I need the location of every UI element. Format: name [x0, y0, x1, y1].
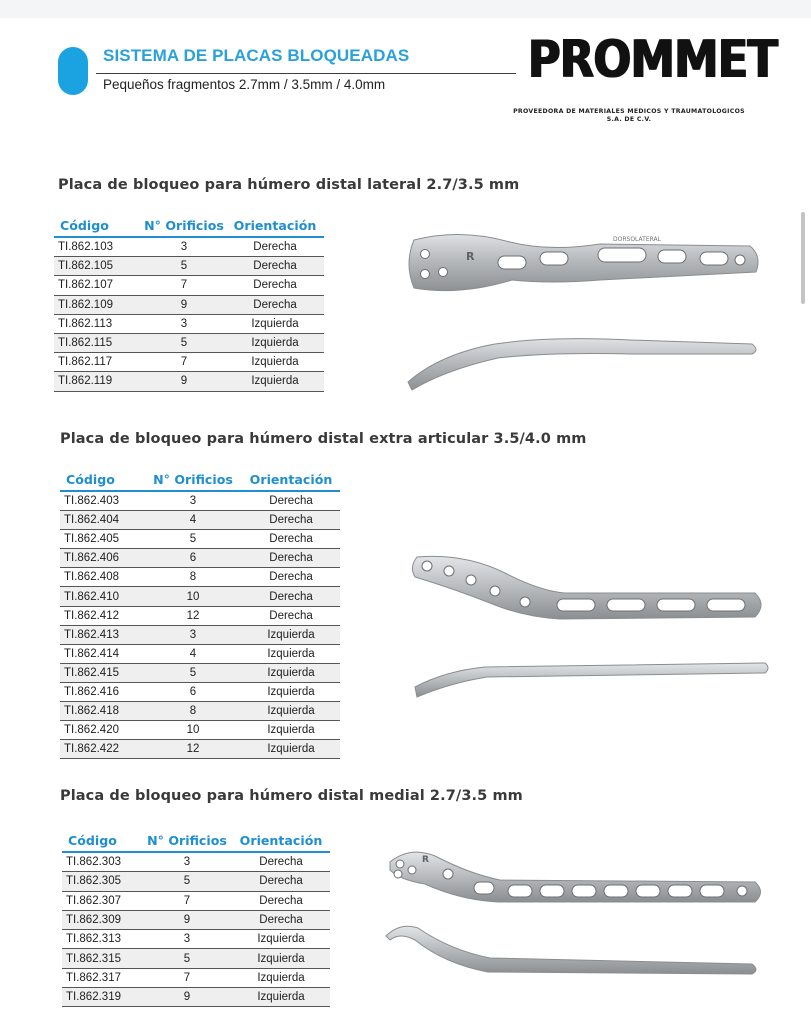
table-row: [60, 625, 340, 644]
table-row: [60, 740, 340, 759]
plate-engraving-side: R: [422, 855, 429, 865]
cell-code: TI.862.319: [62, 988, 142, 1007]
header-pill-icon: [58, 47, 88, 95]
cell-code: TI.862.418: [60, 702, 144, 721]
table-row: [60, 663, 340, 682]
page-title: SISTEMA DE PLACAS BLOQUEADAS: [103, 46, 410, 65]
cell-code: TI.862.315: [62, 949, 142, 968]
cell-orientation: Derecha: [242, 491, 340, 511]
cell-holes: 8: [144, 568, 242, 587]
cell-code: TI.862.416: [60, 682, 144, 701]
cell-orientation: Derecha: [226, 237, 324, 257]
column-header-code: Código: [54, 214, 142, 237]
cell-holes: 4: [144, 511, 242, 530]
cell-holes: 7: [142, 276, 226, 295]
cell-orientation: Izquierda: [226, 353, 324, 372]
cell-code: TI.862.107: [54, 276, 142, 295]
cell-orientation: Izquierda: [242, 682, 340, 701]
cell-orientation: Izquierda: [232, 988, 330, 1007]
table-row: [54, 333, 324, 352]
cell-holes: 8: [144, 702, 242, 721]
table-row: [62, 910, 330, 929]
extra-articular-plate-image: [405, 545, 775, 705]
cell-holes: 9: [142, 295, 226, 314]
table-row: [60, 587, 340, 606]
section-title-medial: Placa de bloqueo para húmero distal medial 2.7/3.5 mm: [60, 788, 523, 804]
table-row: [54, 295, 324, 314]
cell-orientation: Derecha: [242, 568, 340, 587]
table-row: [60, 644, 340, 663]
cell-orientation: Izquierda: [226, 314, 324, 333]
cell-code: TI.862.422: [60, 740, 144, 759]
cell-code: TI.862.115: [54, 333, 142, 352]
cell-orientation: Derecha: [232, 852, 330, 872]
cell-orientation: Izquierda: [242, 721, 340, 740]
plate-engraving: DORSOLATERAL: [613, 236, 661, 243]
table-row: [60, 702, 340, 721]
spec-table-lateral: [54, 214, 324, 392]
cell-code: TI.862.405: [60, 530, 144, 549]
cell-holes: 3: [142, 237, 226, 257]
medial-plate-image: [380, 840, 770, 990]
cell-holes: 5: [142, 872, 232, 891]
scrollbar-thumb[interactable]: [801, 212, 805, 304]
cell-holes: 5: [144, 530, 242, 549]
cell-orientation: Derecha: [226, 276, 324, 295]
cell-holes: 9: [142, 988, 232, 1007]
table-row: [60, 530, 340, 549]
cell-code: TI.862.307: [62, 891, 142, 910]
column-header-code: Código: [62, 829, 142, 852]
section-title-extra-articular: Placa de bloqueo para húmero distal extra articular 3.5/4.0 mm: [60, 431, 587, 447]
cell-orientation: Derecha: [242, 587, 340, 606]
cell-holes: 3: [142, 930, 232, 949]
cell-code: TI.862.119: [54, 372, 142, 391]
cell-code: TI.862.117: [54, 353, 142, 372]
cell-code: TI.862.303: [62, 852, 142, 872]
column-header-code: Código: [60, 468, 144, 491]
cell-orientation: Izquierda: [226, 372, 324, 391]
cell-holes: 3: [144, 625, 242, 644]
cell-code: TI.862.406: [60, 549, 144, 568]
cell-holes: 10: [144, 721, 242, 740]
cell-orientation: Izquierda: [242, 702, 340, 721]
lateral-plate-image: [400, 222, 770, 397]
cell-holes: 5: [142, 333, 226, 352]
cell-holes: 3: [142, 314, 226, 333]
cell-holes: 7: [142, 891, 232, 910]
column-header-holes: N° Orificios: [142, 214, 226, 237]
cell-holes: 5: [142, 257, 226, 276]
table-row: [54, 257, 324, 276]
cell-orientation: Izquierda: [242, 663, 340, 682]
table-row: [62, 968, 330, 987]
column-header-holes: N° Orificios: [142, 829, 232, 852]
cell-code: TI.862.109: [54, 295, 142, 314]
cell-code: TI.862.415: [60, 663, 144, 682]
cell-orientation: Derecha: [232, 891, 330, 910]
logo-wordmark: PROMMET: [527, 30, 777, 90]
column-header-orientation: Orientación: [232, 829, 330, 852]
cell-code: TI.862.413: [60, 625, 144, 644]
plate-engraving-side: R: [466, 250, 475, 263]
cell-code: TI.862.305: [62, 872, 142, 891]
cell-orientation: Derecha: [232, 910, 330, 929]
brand-logo: [513, 30, 777, 128]
table-row: [60, 606, 340, 625]
column-header-orientation: Orientación: [226, 214, 324, 237]
header-divider: [96, 73, 516, 74]
cell-code: TI.862.313: [62, 930, 142, 949]
table-row: [54, 372, 324, 391]
cell-orientation: Derecha: [242, 549, 340, 568]
cell-holes: 6: [144, 549, 242, 568]
cell-code: TI.862.105: [54, 257, 142, 276]
cell-orientation: Derecha: [232, 872, 330, 891]
logo-tagline: PROVEEDORA DE MATERIALES MEDICOS Y TRAUMATOLOGICOS: [513, 108, 745, 115]
table-row: [62, 988, 330, 1007]
cell-code: TI.862.412: [60, 606, 144, 625]
table-row: [62, 872, 330, 891]
cell-holes: 3: [144, 491, 242, 511]
spec-table-medial: [62, 829, 330, 1007]
cell-orientation: Derecha: [242, 606, 340, 625]
cell-holes: 10: [144, 587, 242, 606]
cell-code: TI.862.103: [54, 237, 142, 257]
cell-holes: 9: [142, 910, 232, 929]
table-row: [62, 949, 330, 968]
cell-code: TI.862.414: [60, 644, 144, 663]
cell-orientation: Izquierda: [232, 968, 330, 987]
table-row: [62, 930, 330, 949]
cell-holes: 7: [142, 968, 232, 987]
cell-holes: 9: [142, 372, 226, 391]
table-row: [54, 353, 324, 372]
cell-orientation: Izquierda: [232, 930, 330, 949]
cell-orientation: Derecha: [226, 257, 324, 276]
cell-holes: 5: [142, 949, 232, 968]
table-row: [54, 314, 324, 333]
cell-orientation: Derecha: [242, 530, 340, 549]
table-row: [62, 891, 330, 910]
cell-holes: 6: [144, 682, 242, 701]
table-row: [54, 276, 324, 295]
top-band: [0, 0, 811, 18]
cell-holes: 12: [144, 606, 242, 625]
cell-code: TI.862.403: [60, 491, 144, 511]
page-subtitle: Pequeños fragmentos 2.7mm / 3.5mm / 4.0mm: [103, 77, 386, 92]
table-row: [60, 491, 340, 511]
cell-orientation: Izquierda: [226, 333, 324, 352]
cell-holes: 3: [142, 852, 232, 872]
cell-code: TI.862.408: [60, 568, 144, 587]
table-row: [60, 511, 340, 530]
cell-code: TI.862.317: [62, 968, 142, 987]
cell-code: TI.862.410: [60, 587, 144, 606]
cell-code: TI.862.309: [62, 910, 142, 929]
table-row: [62, 852, 330, 872]
table-row: [60, 682, 340, 701]
cell-orientation: Izquierda: [242, 740, 340, 759]
cell-code: TI.862.404: [60, 511, 144, 530]
table-row: [60, 568, 340, 587]
cell-holes: 4: [144, 644, 242, 663]
column-header-holes: N° Orificios: [144, 468, 242, 491]
table-row: [60, 721, 340, 740]
cell-orientation: Derecha: [242, 511, 340, 530]
cell-orientation: Izquierda: [242, 644, 340, 663]
cell-holes: 7: [142, 353, 226, 372]
cell-orientation: Derecha: [226, 295, 324, 314]
cell-holes: 12: [144, 740, 242, 759]
column-header-orientation: Orientación: [242, 468, 340, 491]
cell-code: TI.862.420: [60, 721, 144, 740]
table-row: [54, 237, 324, 257]
cell-orientation: Izquierda: [232, 949, 330, 968]
table-row: [60, 549, 340, 568]
section-title-lateral: Placa de bloqueo para húmero distal lateral 2.7/3.5 mm: [58, 177, 520, 193]
spec-table-extra-articular: [60, 468, 340, 759]
cell-holes: 5: [144, 663, 242, 682]
cell-orientation: Izquierda: [242, 625, 340, 644]
logo-tagline-2: S.A. DE C.V.: [606, 116, 652, 123]
cell-code: TI.862.113: [54, 314, 142, 333]
